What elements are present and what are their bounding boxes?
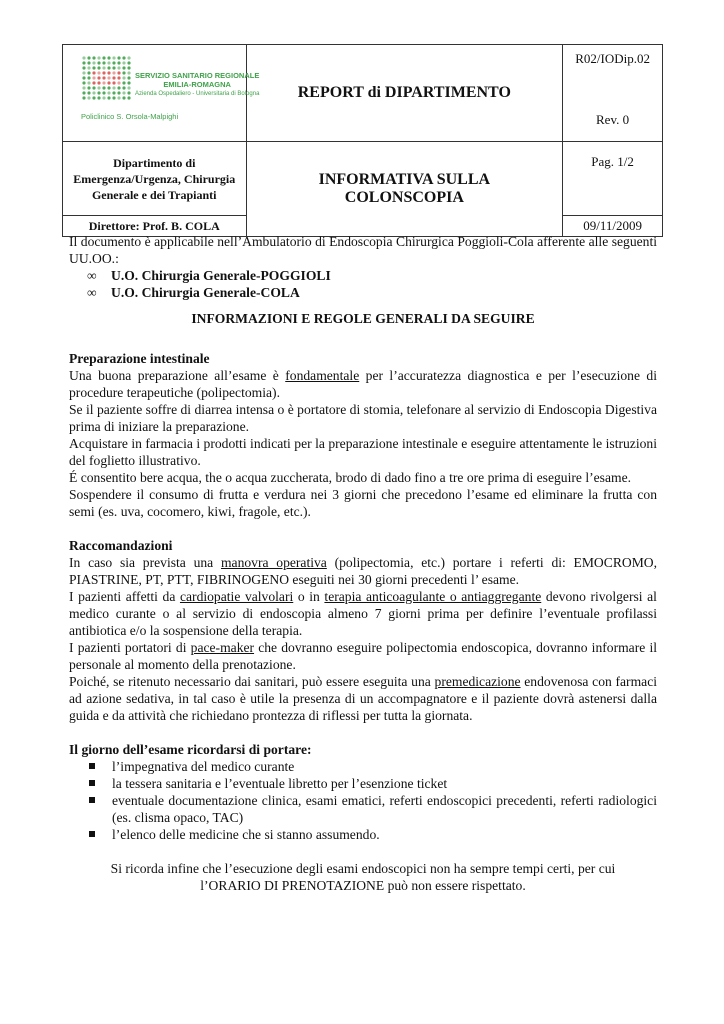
doc-code: R02/IODip.02 [575,51,650,66]
square-bullet-icon [89,831,95,837]
revision: Rev. 0 [596,112,630,127]
closing-line-2: l’ORARIO DI PRENOTAZIONE può non essere rispettato. [200,878,526,893]
closing-line-1: Si ricorda infine che l’esecuzione degli esami endoscopici non ha sempre tempi certi, per cui [110,861,616,876]
list-item: l’elenco delle medicine che si stanno assumendo. [69,826,657,843]
giorno-esame-heading: Il giorno dell’esame ricordarsi di portare: [69,742,312,757]
bring-list [69,758,657,843]
paragraph: Sospendere il consumo di frutta e verdura nei 3 giorni che precedono l’esame ed eliminare la frutta con semi (es. uva, cocomero, kiwi, fragole, etc.). [69,487,657,519]
list-item: la tessera sanitaria e l’eventuale libretto per l’esenzione ticket [69,775,657,792]
paragraph: Acquistare in farmacia i prodotti indicati per la preparazione intestinale e eseguire attentamente le istruzioni del foglietto illustrativo. [69,436,657,468]
square-bullet-icon [89,780,95,786]
logo-subtext: Azienda Ospedaliero - Universitaria di Bologna [135,91,260,97]
paragraph: É consentito bere acqua, the o acqua zuccherata, brodo di dado fino a tre ore prima di eseguire l’esame. [69,470,632,485]
square-bullet-icon [89,797,95,803]
dot-grid-icon [81,55,133,105]
list-item: l’impegnativa del medico curante [69,758,657,775]
logo-hospital-name: Policlinico S. Orsola-Malpighi [81,112,179,121]
infinity-bullet-icon: ∞ [87,285,97,300]
document-body [69,233,657,894]
preparazione-heading: Preparazione intestinale [69,351,210,366]
document-date: 09/11/2009 [563,216,663,237]
hospital-logo [77,53,267,131]
document-header [62,44,663,237]
director: Direttore: Prof. B. COLA [63,216,247,237]
intro-text: Il documento è applicabile nell’Ambulatorio di Endoscopia Chirurgica Poggioli-Cola afferente alle seguenti UU.OO.: [69,234,657,266]
list-item: ∞ U.O. Chirurgia Generale-POGGIOLI [87,268,331,283]
paragraph: I pazienti affetti da cardiopatie valvolari o in terapia anticoagulante o antiaggregante devono rivolgersi al medico curante o al servizio di endoscopia almeno 7 giorni prima per definire l’eventuale profilassi antibiotica e/o la sospensione della terapia. [69,589,657,638]
paragraph: Se il paziente soffre di diarrea intensa o è portatore di stomia, telefonare al servizio di Endoscopia Digestiva prima di iniziare la preparazione. [69,402,657,434]
paragraph: Una buona preparazione all’esame è fondamentale per l’accuratezza diagnostica e per l’esecuzione di procedure terapeutiche (polipectomia). [69,368,657,400]
paragraph: I pazienti portatori di pace-maker che dovranno eseguire polipectomia endoscopica, dovranno informare il personale al momento della prenotazione. [69,640,657,672]
list-item: ∞ U.O. Chirurgia Generale-COLA [87,285,300,300]
document-subject: INFORMATIVA SULLA COLONSCOPIA [246,142,563,237]
logo-text: SERVIZIO SANITARIO REGIONALE EMILIA-ROMAGNA [135,71,260,89]
infinity-bullet-icon: ∞ [87,268,97,283]
square-bullet-icon [89,763,95,769]
logo-cell [63,45,260,142]
section-title: INFORMAZIONI E REGOLE GENERALI DA SEGUIRE [191,311,535,326]
list-item: eventuale documentazione clinica, esami ematici, referti endoscopici precedenti, referti radiologici (es. clisma opaco, TAC) [69,792,657,826]
paragraph: In caso sia prevista una manovra operativa (polipectomia, etc.) portare i referti di: EMOCROMO, PIASTRINE, PT, PTT, FIBRINOGENO eseguiti nei 30 giorni precedenti l’ esame. [69,555,657,587]
page-number: Pag. 1/2 [563,142,663,216]
report-title: REPORT di DIPARTIMENTO [246,45,563,142]
units-list [69,267,657,301]
raccomandazioni-heading: Raccomandazioni [69,538,173,553]
paragraph: Poiché, se ritenuto necessario dai sanitari, può essere eseguita una premedicazione endovenosa con farmaci ad azione sedativa, in tal caso è utile la presenza di un accompagnatore e il paziente dovrà astenersi dalla guida e da attività che richiedano prontezza di riflessi per tutta la giornata. [69,674,657,723]
department-name: Dipartimento di Emergenza/Urgenza, Chirurgia Generale e dei Trapianti [63,142,247,216]
